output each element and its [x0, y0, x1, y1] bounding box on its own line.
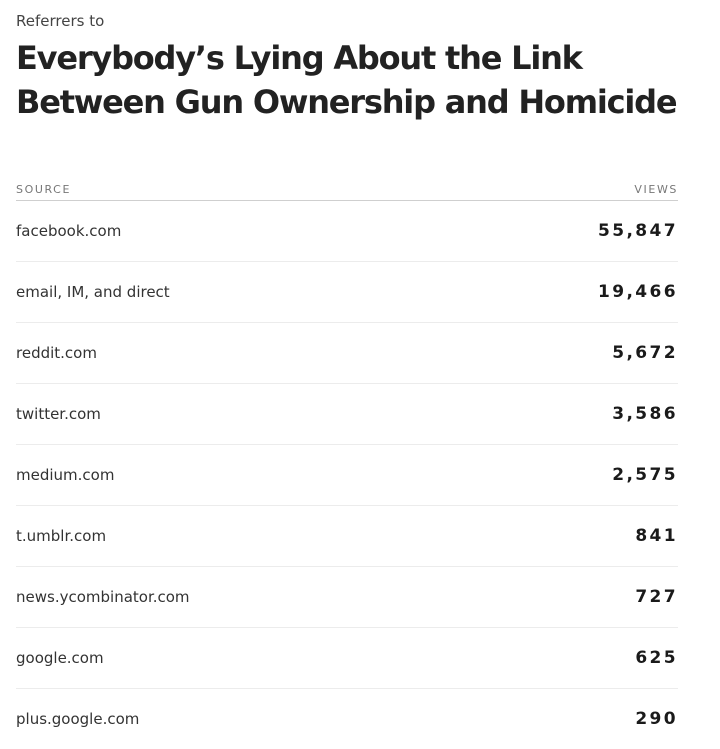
page-kicker: Referrers to [16, 12, 105, 30]
table-row [16, 628, 678, 689]
referrer-source: plus.google.com [16, 710, 140, 728]
table-row [16, 384, 678, 445]
table-row [16, 201, 678, 262]
referrer-views: 625 [635, 648, 678, 668]
table-row [16, 567, 678, 628]
referrer-source: twitter.com [16, 405, 101, 423]
referrer-views: 5,672 [612, 343, 678, 363]
referrer-views: 55,847 [597, 221, 678, 241]
referrer-views: 19,466 [597, 282, 678, 302]
column-header-source: SOURCE [16, 182, 72, 196]
referrer-source: google.com [16, 649, 104, 667]
referrers-panel [16, 10, 678, 729]
table-row [16, 262, 678, 323]
table-row [16, 506, 678, 567]
column-header-views: VIEWS [634, 182, 678, 196]
page-title: Everybody’s Lying About the Link Between Gun Ownership and Homicide [16, 39, 677, 121]
referrers-table [16, 178, 678, 749]
table-row [16, 445, 678, 506]
referrer-views: 727 [635, 587, 678, 607]
referrer-views: 2,575 [612, 465, 678, 485]
referrer-source: t.umblr.com [16, 527, 107, 545]
referrer-source: medium.com [16, 466, 115, 484]
table-header [16, 178, 678, 201]
referrer-views: 3,586 [612, 404, 678, 424]
referrer-source: email, IM, and direct [16, 283, 170, 301]
table-row [16, 689, 678, 749]
referrer-source: facebook.com [16, 222, 122, 240]
table-row [16, 323, 678, 384]
referrer-views: 290 [635, 709, 678, 729]
referrer-source: news.ycombinator.com [16, 588, 190, 606]
referrer-source: reddit.com [16, 344, 97, 362]
referrer-views: 841 [635, 526, 678, 546]
